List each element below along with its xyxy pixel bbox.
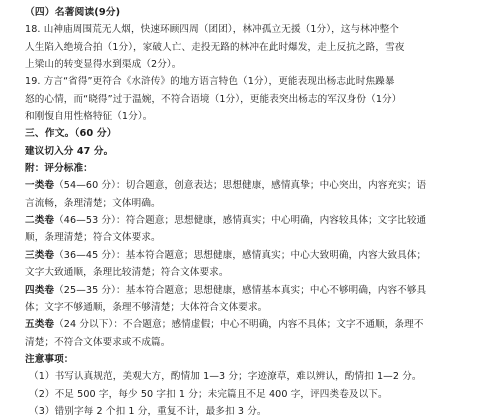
grade-description: （54—60 分）：切合题意，创意表达；思想健康，感情真挚；中心突出，内容充实；语 xyxy=(54,180,427,192)
text-line: （3）错别字每 2 个扣 1 分，重复不计，最多扣 3 分。 xyxy=(29,405,267,417)
text-line: 文字大致通顺，条理比较清楚；符合文体要求。 xyxy=(25,267,229,279)
text-line: 附：评分标准： xyxy=(25,163,93,175)
grade-description: （46—53 分）：符合题意；思想健康，感情真实；中心明确，内容较具体；文字比较通 xyxy=(54,215,427,227)
text-line: 19. 方言“省得”更符合《水浒传》的地方语言特色（1分），更能表现出杨志此时焦躁暴 xyxy=(25,76,395,88)
text-line: 体；文字不够通顺，条理不够清楚；大体符合文体要求。 xyxy=(25,301,268,313)
grade-line xyxy=(25,247,485,264)
text-line: 上梁山的转变显得水到渠成（2分）。 xyxy=(25,59,182,71)
text-line: 人生陷入绝境合拍（1分），家破人亡、走投无路的林冲在此时爆发，走上反抗之路，雪夜 xyxy=(25,41,405,53)
section-heading: 三、作文。（60 分） xyxy=(25,128,117,140)
section-heading: （四）名著阅读(9分) xyxy=(25,7,121,18)
grade-description: （25—35 分）：基本符合题意；思想健康，感情基本真实；中心不够明确，内容不够具 xyxy=(54,284,427,296)
text-line: （1）书写认真规范，美观大方，酌情加 1—3 分；字迹潦草，难以辨认，酌情扣 1—2 分。 xyxy=(29,371,422,383)
grade-label: 一类卷 xyxy=(25,180,55,192)
grade-label: 二类卷 xyxy=(25,215,55,227)
text-line: 言流畅，条理清楚；文体明确。 xyxy=(25,197,161,209)
text-line: 18. 山神庙周围荒无人烟，快速环顾四周（团团），林冲孤立无援（1分），这与林冲整个 xyxy=(25,24,399,36)
grade-label: 四类卷 xyxy=(25,284,55,296)
grade-line xyxy=(25,177,485,194)
grade-line xyxy=(25,316,485,333)
text-line: 怒的心情，而“晓得”过于温婉，不符合语境（1分），更能表突出杨志的军汉身份（1分） xyxy=(25,93,402,105)
grade-label: 五类卷 xyxy=(25,319,55,331)
grade-description: （24 分以下）：不合题意；感情虚假；中心不明确，内容不具体；文字不通顺，条理不 xyxy=(54,319,424,331)
text-line: 建议切入分 47 分。 xyxy=(25,145,114,157)
text-line: 清楚；不符合文体要求或不成篇。 xyxy=(25,336,171,348)
text-line: 顺，条理清楚；符合文体要求。 xyxy=(25,232,161,244)
grade-line xyxy=(25,282,485,299)
text-line: 和刚愎自用性格特征（1分）。 xyxy=(25,111,153,123)
text-line: （2）不足 500 字，每少 50 字扣 1 分；未完篇且不足 400 字，评四类卷及以下。 xyxy=(29,388,388,400)
grade-line xyxy=(25,212,485,229)
text-line: 注意事项： xyxy=(25,353,74,365)
grade-description: （36—45 分）：基本符合题意；思想健康，感情真实；中心大致明确，内容大致具体； xyxy=(54,249,427,261)
grade-label: 三类卷 xyxy=(25,249,55,261)
